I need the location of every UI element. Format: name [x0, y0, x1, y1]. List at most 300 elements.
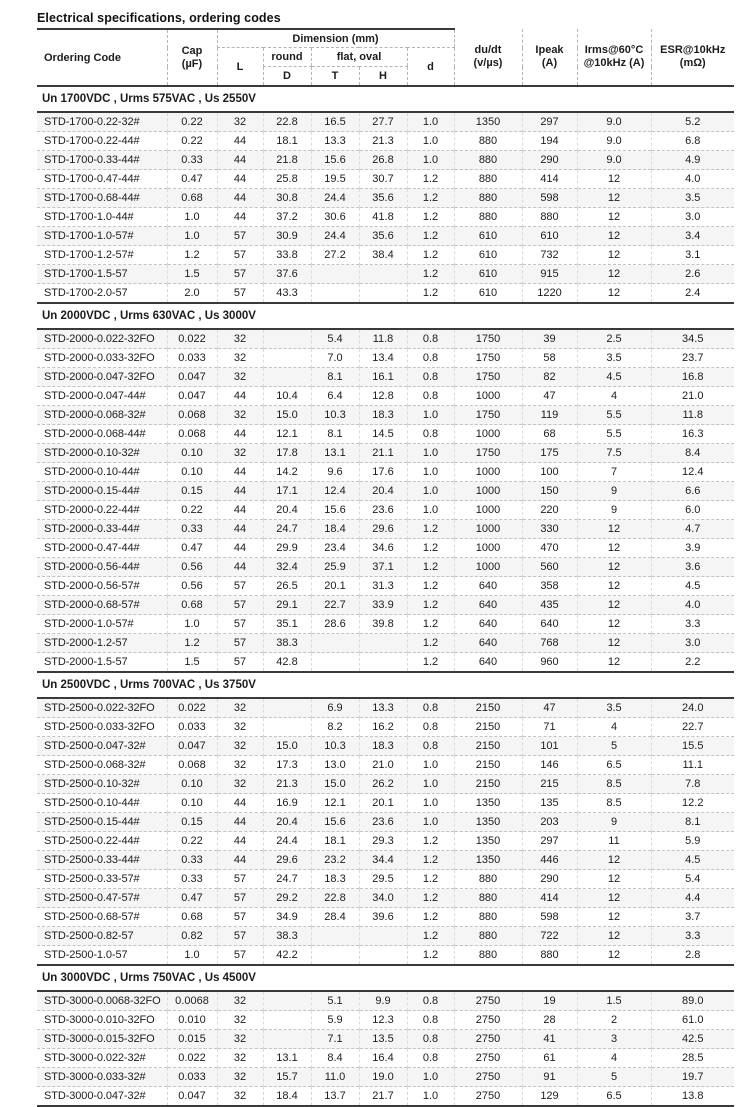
value-cell: 6.9 — [311, 698, 359, 718]
value-cell: 11.8 — [359, 329, 407, 349]
value-cell: 18.4 — [263, 1087, 311, 1107]
ordering-code-cell: STD-2500-0.47-57# — [37, 889, 167, 908]
value-cell: 44 — [217, 425, 263, 444]
ordering-code-cell: STD-2000-0.022-32FO — [37, 329, 167, 349]
value-cell: 0.022 — [167, 698, 217, 718]
value-cell: 23.6 — [359, 813, 407, 832]
value-cell — [359, 634, 407, 653]
irms-unit: @10kHz (A) — [583, 57, 645, 69]
value-cell: 37.6 — [263, 265, 311, 284]
ordering-code-cell: STD-1700-0.33-44# — [37, 151, 167, 170]
ordering-code-cell: STD-3000-0.033-32# — [37, 1068, 167, 1087]
value-cell: 31.3 — [359, 577, 407, 596]
value-cell: 12 — [577, 596, 651, 615]
value-cell: 135 — [522, 794, 577, 813]
table-row — [37, 558, 734, 577]
value-cell: 57 — [217, 870, 263, 889]
value-cell: 0.8 — [407, 991, 454, 1011]
dudt-label: du/dt — [474, 44, 502, 56]
value-cell: 4.4 — [651, 889, 734, 908]
value-cell: 12 — [577, 208, 651, 227]
value-cell: 24.7 — [263, 520, 311, 539]
value-cell: 1000 — [454, 463, 522, 482]
value-cell: 1.0 — [167, 208, 217, 227]
value-cell — [263, 991, 311, 1011]
value-cell: 203 — [522, 813, 577, 832]
value-cell: 722 — [522, 927, 577, 946]
value-cell: 0.8 — [407, 718, 454, 737]
value-cell: 119 — [522, 406, 577, 425]
value-cell: 41 — [522, 1030, 577, 1049]
ordering-code-cell: STD-2000-0.47-44# — [37, 539, 167, 558]
value-cell: 44 — [217, 851, 263, 870]
value-cell: 1.0 — [407, 482, 454, 501]
ordering-code-cell: STD-2000-0.56-44# — [37, 558, 167, 577]
col-header-dimension: Dimension (mm) — [217, 29, 454, 48]
value-cell: 0.047 — [167, 1087, 217, 1107]
table-row — [37, 615, 734, 634]
value-cell: 0.22 — [167, 832, 217, 851]
value-cell: 32 — [217, 368, 263, 387]
table-row — [37, 112, 734, 132]
value-cell: 0.68 — [167, 908, 217, 927]
value-cell: 101 — [522, 737, 577, 756]
value-cell: 14.2 — [263, 463, 311, 482]
value-cell: 33.9 — [359, 596, 407, 615]
cap-unit: (µF) — [181, 57, 203, 70]
value-cell: 610 — [454, 284, 522, 304]
col-header-dudt — [454, 29, 522, 86]
value-cell: 26.8 — [359, 151, 407, 170]
value-cell: 1.2 — [407, 246, 454, 265]
value-cell: 1.0 — [407, 444, 454, 463]
value-cell: 44 — [217, 794, 263, 813]
value-cell: 34.6 — [359, 539, 407, 558]
ordering-code-cell: STD-1700-0.22-32# — [37, 112, 167, 132]
value-cell: 15.0 — [263, 406, 311, 425]
ordering-code-cell: STD-2500-0.10-44# — [37, 794, 167, 813]
value-cell: 12 — [577, 927, 651, 946]
value-cell: 0.033 — [167, 1068, 217, 1087]
value-cell: 38.3 — [263, 634, 311, 653]
value-cell: 6.0 — [651, 501, 734, 520]
value-cell: 0.033 — [167, 349, 217, 368]
table-row — [37, 927, 734, 946]
value-cell: 10.3 — [311, 737, 359, 756]
value-cell: 1350 — [454, 832, 522, 851]
value-cell: 8.4 — [311, 1049, 359, 1068]
value-cell: 2.5 — [577, 329, 651, 349]
value-cell: 28.4 — [311, 908, 359, 927]
value-cell: 2.2 — [651, 653, 734, 673]
value-cell: 610 — [454, 246, 522, 265]
table-row — [37, 444, 734, 463]
ordering-code-cell: STD-1700-1.2-57# — [37, 246, 167, 265]
value-cell: 0.56 — [167, 577, 217, 596]
value-cell: 57 — [217, 284, 263, 304]
table-row — [37, 577, 734, 596]
value-cell: 26.2 — [359, 775, 407, 794]
value-cell: 1350 — [454, 813, 522, 832]
table-header — [37, 29, 734, 86]
value-cell: 2150 — [454, 698, 522, 718]
value-cell: 0.33 — [167, 870, 217, 889]
value-cell — [311, 265, 359, 284]
table-row — [37, 520, 734, 539]
value-cell: 22.7 — [311, 596, 359, 615]
value-cell: 0.56 — [167, 558, 217, 577]
value-cell: 11.1 — [651, 756, 734, 775]
value-cell: 4.5 — [651, 851, 734, 870]
col-header-ipeak — [522, 29, 577, 86]
value-cell: 150 — [522, 482, 577, 501]
ordering-code-cell: STD-2500-0.022-32FO — [37, 698, 167, 718]
table-row — [37, 329, 734, 349]
ipeak-unit: (A) — [541, 57, 558, 69]
value-cell: 16.5 — [311, 112, 359, 132]
value-cell: 16.4 — [359, 1049, 407, 1068]
value-cell: 29.1 — [263, 596, 311, 615]
value-cell: 3.0 — [651, 208, 734, 227]
value-cell: 640 — [454, 615, 522, 634]
value-cell: 32 — [217, 329, 263, 349]
value-cell: 2750 — [454, 1011, 522, 1030]
value-cell: 12 — [577, 889, 651, 908]
value-cell: 5.9 — [311, 1011, 359, 1030]
value-cell: 9 — [577, 501, 651, 520]
col-header-h: H — [359, 67, 407, 87]
value-cell: 3.4 — [651, 227, 734, 246]
value-cell: 12.3 — [359, 1011, 407, 1030]
value-cell: 7.1 — [311, 1030, 359, 1049]
value-cell: 4 — [577, 387, 651, 406]
section-title-row — [37, 86, 734, 112]
value-cell: 57 — [217, 577, 263, 596]
ordering-code-cell: STD-2000-0.10-32# — [37, 444, 167, 463]
value-cell: 17.8 — [263, 444, 311, 463]
value-cell: 9.0 — [577, 112, 651, 132]
value-cell: 24.0 — [651, 698, 734, 718]
value-cell — [311, 653, 359, 673]
value-cell: 3.0 — [651, 634, 734, 653]
value-cell: 4.9 — [651, 151, 734, 170]
ordering-code-cell: STD-1700-1.5-57 — [37, 265, 167, 284]
value-cell: 3.9 — [651, 539, 734, 558]
value-cell: 18.3 — [359, 737, 407, 756]
value-cell: 880 — [454, 908, 522, 927]
value-cell: 5.4 — [311, 329, 359, 349]
value-cell: 3.5 — [577, 698, 651, 718]
value-cell: 8.4 — [651, 444, 734, 463]
value-cell: 18.4 — [311, 520, 359, 539]
ordering-code-cell: STD-1700-0.22-44# — [37, 132, 167, 151]
value-cell: 24.4 — [311, 227, 359, 246]
table-row — [37, 832, 734, 851]
value-cell: 5.5 — [577, 425, 651, 444]
value-cell: 560 — [522, 558, 577, 577]
value-cell: 1000 — [454, 520, 522, 539]
ordering-code-cell: STD-2000-1.5-57 — [37, 653, 167, 673]
value-cell: 1350 — [454, 794, 522, 813]
table-row — [37, 908, 734, 927]
value-cell: 44 — [217, 132, 263, 151]
value-cell: 9.0 — [577, 151, 651, 170]
value-cell: 435 — [522, 596, 577, 615]
value-cell: 0.8 — [407, 425, 454, 444]
ordering-code-cell: STD-2000-0.033-32FO — [37, 349, 167, 368]
value-cell: 58 — [522, 349, 577, 368]
value-cell: 12 — [577, 284, 651, 304]
irms-label: Irms@60°C — [584, 44, 644, 56]
value-cell: 5.5 — [577, 406, 651, 425]
value-cell: 30.7 — [359, 170, 407, 189]
value-cell: 1.2 — [407, 927, 454, 946]
value-cell: 598 — [522, 908, 577, 927]
value-cell: 12.1 — [311, 794, 359, 813]
value-cell: 1.0 — [407, 775, 454, 794]
value-cell: 1.2 — [407, 520, 454, 539]
value-cell: 6.4 — [311, 387, 359, 406]
value-cell: 0.68 — [167, 596, 217, 615]
table-row — [37, 265, 734, 284]
value-cell: 0.047 — [167, 387, 217, 406]
value-cell: 89.0 — [651, 991, 734, 1011]
table-row — [37, 189, 734, 208]
value-cell: 9.6 — [311, 463, 359, 482]
value-cell: 8.1 — [651, 813, 734, 832]
value-cell: 290 — [522, 151, 577, 170]
ordering-code-cell: STD-2500-0.33-57# — [37, 870, 167, 889]
value-cell: 1000 — [454, 558, 522, 577]
value-cell: 5 — [577, 1068, 651, 1087]
table-row — [37, 889, 734, 908]
value-cell — [263, 329, 311, 349]
spec-section — [37, 303, 734, 672]
value-cell: 32 — [217, 1087, 263, 1107]
value-cell: 12 — [577, 539, 651, 558]
ordering-code-cell: STD-2000-0.56-57# — [37, 577, 167, 596]
table-row — [37, 151, 734, 170]
value-cell: 12 — [577, 189, 651, 208]
value-cell: 1.0 — [407, 463, 454, 482]
value-cell: 1.2 — [407, 227, 454, 246]
ordering-code-cell: STD-2500-1.0-57 — [37, 946, 167, 966]
col-header-t: T — [311, 67, 359, 87]
value-cell: 57 — [217, 596, 263, 615]
value-cell: 414 — [522, 170, 577, 189]
value-cell: 0.10 — [167, 463, 217, 482]
value-cell: 1.0 — [407, 501, 454, 520]
value-cell: 44 — [217, 501, 263, 520]
value-cell: 0.8 — [407, 698, 454, 718]
ordering-code-cell: STD-2500-0.15-44# — [37, 813, 167, 832]
value-cell: 6.5 — [577, 756, 651, 775]
value-cell: 4.5 — [577, 368, 651, 387]
value-cell: 12 — [577, 227, 651, 246]
value-cell: 13.5 — [359, 1030, 407, 1049]
value-cell: 44 — [217, 387, 263, 406]
value-cell: 3.5 — [651, 189, 734, 208]
value-cell: 0.15 — [167, 813, 217, 832]
value-cell: 0.22 — [167, 132, 217, 151]
value-cell: 12.2 — [651, 794, 734, 813]
ordering-code-cell: STD-1700-2.0-57 — [37, 284, 167, 304]
value-cell: 28 — [522, 1011, 577, 1030]
value-cell: 1.2 — [407, 634, 454, 653]
value-cell: 8.5 — [577, 794, 651, 813]
ordering-code-cell: STD-3000-0.047-32# — [37, 1087, 167, 1107]
value-cell: 1.5 — [577, 991, 651, 1011]
value-cell: 32 — [217, 444, 263, 463]
value-cell: 61.0 — [651, 1011, 734, 1030]
value-cell: 640 — [454, 596, 522, 615]
value-cell: 57 — [217, 927, 263, 946]
table-row — [37, 463, 734, 482]
value-cell: 0.47 — [167, 539, 217, 558]
value-cell: 57 — [217, 615, 263, 634]
value-cell: 0.047 — [167, 737, 217, 756]
value-cell: 26.5 — [263, 577, 311, 596]
value-cell: 640 — [454, 577, 522, 596]
value-cell: 29.3 — [359, 832, 407, 851]
table-row — [37, 870, 734, 889]
value-cell: 12 — [577, 577, 651, 596]
value-cell: 32 — [217, 1030, 263, 1049]
value-cell: 0.010 — [167, 1011, 217, 1030]
value-cell: 1.2 — [407, 832, 454, 851]
ordering-code-cell: STD-2000-0.068-44# — [37, 425, 167, 444]
value-cell: 880 — [522, 208, 577, 227]
value-cell: 21.7 — [359, 1087, 407, 1107]
value-cell: 1.2 — [407, 539, 454, 558]
value-cell: 2.6 — [651, 265, 734, 284]
value-cell: 15.0 — [263, 737, 311, 756]
value-cell: 22.8 — [311, 889, 359, 908]
value-cell: 5.1 — [311, 991, 359, 1011]
table-row — [37, 208, 734, 227]
value-cell: 25.9 — [311, 558, 359, 577]
value-cell: 0.033 — [167, 718, 217, 737]
value-cell: 0.047 — [167, 368, 217, 387]
value-cell: 0.10 — [167, 794, 217, 813]
value-cell: 16.9 — [263, 794, 311, 813]
value-cell: 1.2 — [407, 615, 454, 634]
value-cell: 3.6 — [651, 558, 734, 577]
value-cell: 21.3 — [263, 775, 311, 794]
value-cell: 0.022 — [167, 329, 217, 349]
value-cell: 23.4 — [311, 539, 359, 558]
dudt-unit: (v/µs) — [473, 57, 503, 69]
value-cell: 34.5 — [651, 329, 734, 349]
value-cell: 5.9 — [651, 832, 734, 851]
value-cell: 3 — [577, 1030, 651, 1049]
value-cell: 880 — [454, 208, 522, 227]
value-cell: 4.0 — [651, 170, 734, 189]
value-cell: 32 — [217, 349, 263, 368]
table-row — [37, 634, 734, 653]
value-cell: 598 — [522, 189, 577, 208]
value-cell: 1.2 — [407, 596, 454, 615]
value-cell: 6.5 — [577, 1087, 651, 1107]
value-cell — [311, 634, 359, 653]
table-row — [37, 775, 734, 794]
value-cell: 15.7 — [263, 1068, 311, 1087]
value-cell: 0.8 — [407, 349, 454, 368]
table-row — [37, 284, 734, 304]
value-cell: 21.0 — [359, 756, 407, 775]
value-cell: 1.2 — [407, 851, 454, 870]
value-cell: 9.0 — [577, 132, 651, 151]
value-cell: 1.2 — [407, 170, 454, 189]
value-cell: 129 — [522, 1087, 577, 1107]
value-cell: 880 — [454, 889, 522, 908]
value-cell: 1750 — [454, 368, 522, 387]
value-cell: 24.4 — [311, 189, 359, 208]
value-cell: 44 — [217, 558, 263, 577]
value-cell: 1.0 — [407, 112, 454, 132]
table-row — [37, 501, 734, 520]
table-row — [37, 368, 734, 387]
value-cell: 39 — [522, 329, 577, 349]
table-row — [37, 246, 734, 265]
value-cell: 18.3 — [311, 870, 359, 889]
value-cell: 9 — [577, 813, 651, 832]
value-cell: 19.7 — [651, 1068, 734, 1087]
value-cell: 215 — [522, 775, 577, 794]
value-cell: 12.4 — [311, 482, 359, 501]
ordering-code-cell: STD-2500-0.33-44# — [37, 851, 167, 870]
table-row — [37, 1030, 734, 1049]
value-cell: 3.5 — [577, 349, 651, 368]
value-cell: 17.1 — [263, 482, 311, 501]
value-cell: 5.2 — [651, 112, 734, 132]
value-cell: 71 — [522, 718, 577, 737]
value-cell: 732 — [522, 246, 577, 265]
value-cell: 47 — [522, 387, 577, 406]
table-row — [37, 132, 734, 151]
value-cell: 1750 — [454, 329, 522, 349]
value-cell: 34.4 — [359, 851, 407, 870]
section-title-row — [37, 965, 734, 991]
table-row — [37, 946, 734, 966]
value-cell: 0.0068 — [167, 991, 217, 1011]
value-cell: 1.0 — [167, 946, 217, 966]
table-row — [37, 718, 734, 737]
value-cell: 44 — [217, 482, 263, 501]
ordering-code-cell: STD-2000-1.0-57# — [37, 615, 167, 634]
value-cell — [263, 1011, 311, 1030]
value-cell: 297 — [522, 832, 577, 851]
value-cell: 57 — [217, 908, 263, 927]
value-cell: 640 — [454, 634, 522, 653]
value-cell — [263, 1030, 311, 1049]
value-cell: 27.7 — [359, 112, 407, 132]
value-cell: 470 — [522, 539, 577, 558]
value-cell: 0.015 — [167, 1030, 217, 1049]
value-cell: 39.6 — [359, 908, 407, 927]
value-cell: 13.0 — [311, 756, 359, 775]
value-cell: 640 — [522, 615, 577, 634]
value-cell: 61 — [522, 1049, 577, 1068]
value-cell: 12 — [577, 170, 651, 189]
value-cell: 880 — [454, 170, 522, 189]
value-cell: 0.33 — [167, 520, 217, 539]
table-row — [37, 227, 734, 246]
value-cell — [359, 946, 407, 966]
value-cell: 13.1 — [311, 444, 359, 463]
value-cell: 8.5 — [577, 775, 651, 794]
ordering-code-cell: STD-2000-0.10-44# — [37, 463, 167, 482]
